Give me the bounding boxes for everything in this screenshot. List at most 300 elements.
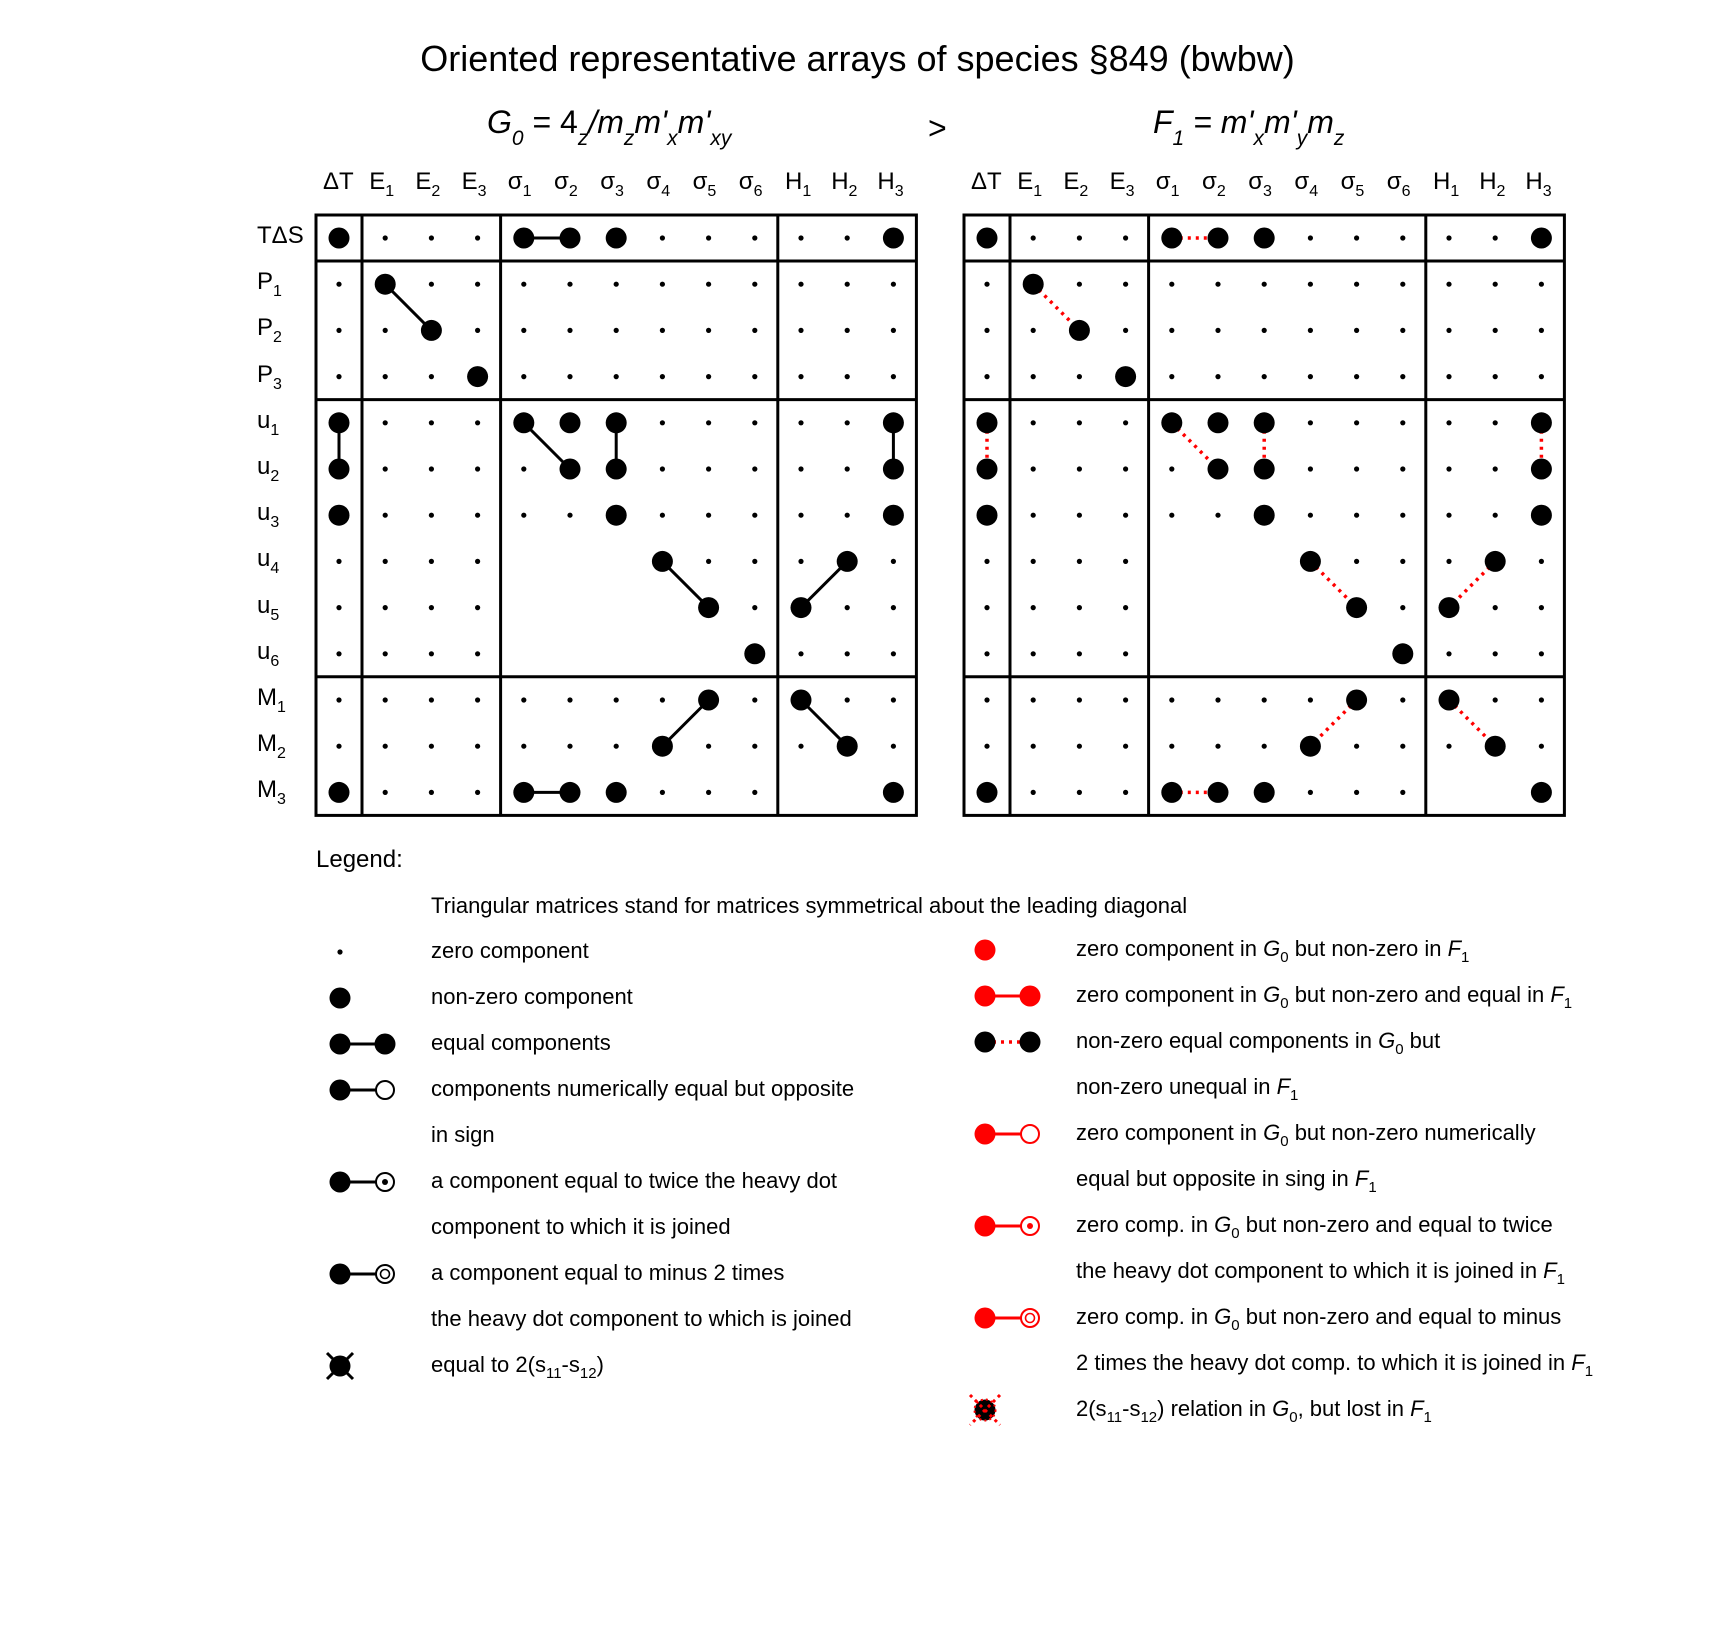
legend-italic-symbol: G (1263, 982, 1281, 1007)
legend-center-dot-icon (382, 1179, 388, 1185)
legend-subscript: 1 (1423, 1409, 1432, 1426)
zero-component-left (429, 374, 434, 379)
column-header-right-8 (1341, 168, 1365, 201)
legend-left-item-4-line-1 (431, 1214, 731, 1240)
zero-component-left (752, 235, 757, 240)
zero-component-left (845, 328, 850, 333)
legend-subscript: 1 (1584, 1363, 1594, 1380)
nonzero-component-left (560, 782, 581, 803)
row-header-10 (257, 684, 286, 717)
zero-component-right (1169, 513, 1174, 518)
row-header-1 (257, 268, 282, 301)
nonzero-component-left (837, 551, 858, 572)
zero-component-left (336, 374, 341, 379)
zero-component-left (752, 466, 757, 471)
zero-component-left (706, 328, 711, 333)
legend-dot-icon (975, 1124, 996, 1145)
legend-text-run: non-zero component (431, 984, 633, 1009)
legend-open-circle-icon (1021, 1309, 1039, 1327)
zero-component-right (1031, 420, 1036, 425)
row-header-6-text: u (257, 499, 271, 527)
legend-text-run: equal components (431, 1030, 611, 1055)
row-header-9-text: u (257, 637, 271, 665)
legend-dot-icon (330, 1080, 351, 1101)
zero-component-right (1400, 790, 1405, 795)
zero-component-right (1354, 282, 1359, 287)
nonzero-component-left (652, 736, 673, 757)
column-header-right-3-subscript: 3 (1125, 183, 1135, 200)
zero-component-left (475, 466, 480, 471)
row-header-11 (257, 730, 286, 763)
legend-left-item-3-line-1 (431, 1122, 495, 1148)
zero-component-right (1262, 374, 1267, 379)
matrix-left (316, 215, 916, 815)
zero-component-right (1446, 235, 1451, 240)
row-header-10-subscript: 1 (277, 699, 286, 716)
zero-component-left (845, 697, 850, 702)
nonzero-component-left (744, 643, 765, 664)
legend-text-run: but non-zero numerically (1288, 1120, 1536, 1145)
row-header-7-text: u (257, 545, 271, 573)
comparison-symbol: > (928, 110, 947, 146)
zero-component-left (891, 605, 896, 610)
row-header-1-text: P (257, 268, 274, 296)
column-header-right-5-subscript: 2 (1216, 183, 1226, 200)
zero-component-left (845, 282, 850, 287)
column-header-left-1-text: E (369, 168, 386, 195)
zero-component-left (845, 605, 850, 610)
zero-component-left (383, 697, 388, 702)
column-header-left-8-subscript: 5 (707, 183, 717, 200)
column-header-right-0 (971, 168, 1002, 196)
row-header-8-subscript: 5 (270, 606, 280, 624)
zero-component-left (798, 374, 803, 379)
legend-text-run: -s (1122, 1396, 1141, 1421)
nonzero-component-left (421, 320, 442, 341)
column-header-left-5-subscript: 2 (568, 183, 578, 200)
legend-italic-symbol: G (1272, 1396, 1290, 1421)
row-header-3 (257, 361, 282, 394)
zero-component-right (1123, 790, 1128, 795)
zero-component-right (1354, 235, 1359, 240)
zero-component-right (1493, 235, 1498, 240)
legend-dot-icon (1020, 986, 1041, 1007)
legend-subscript: 0 (1280, 949, 1289, 966)
zero-component-right (1077, 466, 1082, 471)
nonzero-component-right (1392, 643, 1413, 664)
zero-component-left (706, 374, 711, 379)
column-header-left-3 (462, 168, 487, 201)
zero-component-left (752, 744, 757, 749)
zero-component-right (1539, 605, 1544, 610)
legend-text-run: but non-zero and equal to twice (1239, 1212, 1553, 1237)
column-header-right-11-text: H (1479, 168, 1497, 195)
zero-component-left (798, 744, 803, 749)
column-header-left-12-subscript: 3 (894, 183, 904, 200)
nonzero-component-right (1254, 228, 1275, 249)
legend-text-run: ) relation in (1157, 1396, 1273, 1421)
zero-component-right (1031, 744, 1036, 749)
zero-component-left (429, 420, 434, 425)
zero-component-right (1215, 374, 1220, 379)
legend-text-run: but (1403, 1028, 1441, 1053)
legend-italic-symbol: F (1276, 1074, 1291, 1099)
zero-component-right (1169, 697, 1174, 702)
row-header-2 (257, 314, 282, 347)
zero-component-right (1446, 513, 1451, 518)
column-header-left-5 (554, 168, 578, 201)
column-header-left-8-text: σ (692, 168, 708, 195)
legend-subscript: 1 (1461, 949, 1470, 966)
legend-left-item-2-line-0 (431, 1030, 611, 1056)
legend-dot-icon (330, 1264, 351, 1285)
zero-component-left (429, 559, 434, 564)
row-header-0-text: TΔS (257, 222, 304, 249)
zero-component-left (798, 282, 803, 287)
row-header-11-text: M (257, 730, 277, 758)
g0-part-2-sub: x (667, 127, 678, 150)
column-header-right-10 (1433, 168, 1459, 201)
zero-component-right (1446, 744, 1451, 749)
nonzero-component-right (1254, 505, 1275, 526)
zero-component-right (1446, 420, 1451, 425)
column-header-left-0 (323, 168, 354, 196)
zero-component-left (567, 328, 572, 333)
zero-component-right (1354, 559, 1359, 564)
legend-dot-icon (975, 1308, 996, 1329)
zero-component-left (336, 744, 341, 749)
zero-component-left (891, 697, 896, 702)
nonzero-component-right (977, 782, 998, 803)
zero-component-right (1539, 744, 1544, 749)
legend-text-run: zero comp. in (1076, 1304, 1215, 1329)
f1-part-1: m (1307, 104, 1334, 140)
column-header-right-10-subscript: 1 (1450, 183, 1460, 200)
zero-component-left (845, 374, 850, 379)
column-header-left-7-text: σ (646, 168, 662, 195)
column-header-left-10 (785, 168, 811, 201)
nonzero-component-left (513, 782, 534, 803)
column-header-right-1 (1017, 168, 1042, 201)
column-header-right-6-text: σ (1248, 168, 1263, 195)
zero-component-left (891, 328, 896, 333)
column-header-left-6-subscript: 3 (615, 183, 624, 200)
legend-italic-symbol: F (1447, 936, 1462, 961)
legend-text-run: non-zero unequal in (1076, 1074, 1277, 1099)
nonzero-component-right (1346, 597, 1367, 618)
nonzero-component-left (560, 412, 581, 433)
column-header-right-6 (1248, 168, 1272, 201)
zero-component-left (706, 420, 711, 425)
legend-dot-icon (975, 986, 996, 1007)
zero-component-left (706, 513, 711, 518)
legend-dot-icon (1020, 1032, 1041, 1053)
zero-component-left (845, 420, 850, 425)
nonzero-component-left (606, 412, 627, 433)
zero-component-right (1123, 282, 1128, 287)
g0-part-2: m' (677, 104, 711, 140)
column-header-left-1-subscript: 1 (385, 183, 395, 200)
zero-component-left (660, 328, 665, 333)
zero-component-right (984, 651, 989, 656)
zero-component-right (984, 328, 989, 333)
legend-symbol-right-5 (975, 1308, 1040, 1329)
zero-component-left (845, 651, 850, 656)
nonzero-component-left (883, 459, 904, 480)
zero-component-right (1031, 513, 1036, 518)
g0-part-3-sub: xy (710, 127, 732, 150)
zero-component-right (1169, 328, 1174, 333)
legend-left-item-5-line-1 (431, 1306, 852, 1332)
row-header-6 (257, 499, 279, 532)
nonzero-component-left (606, 228, 627, 249)
zero-component-left (521, 328, 526, 333)
zero-component-right (1400, 466, 1405, 471)
zero-component-left (891, 651, 896, 656)
zero-component-left (429, 513, 434, 518)
f1-part-2-sub: z (1333, 127, 1345, 150)
row-header-5 (257, 453, 279, 486)
row-header-3-subscript: 3 (273, 375, 282, 393)
legend-text-run: component to which it is joined (431, 1214, 731, 1239)
legend-symbol-left-1 (330, 988, 351, 1009)
zero-component-left (706, 744, 711, 749)
zero-component-right (1493, 651, 1498, 656)
legend-subscript: 0 (1280, 995, 1289, 1012)
zero-component-right (1400, 328, 1405, 333)
nonzero-component-right (1161, 782, 1182, 803)
zero-component-left (475, 790, 480, 795)
zero-component-left (845, 235, 850, 240)
legend-symbol-right-2 (975, 1032, 1041, 1053)
legend-dot-icon (975, 940, 996, 961)
column-header-left-4 (508, 168, 532, 201)
column-header-right-0-text: ΔT (971, 168, 1002, 195)
column-header-left-8 (693, 168, 717, 201)
nonzero-component-left (652, 551, 673, 572)
nonzero-component-right (1531, 412, 1552, 433)
legend-heading: Legend: (316, 846, 403, 873)
g0-expr: = 4 (532, 104, 578, 140)
nonzero-component-left (329, 228, 350, 249)
row-header-4-subscript: 1 (270, 421, 280, 439)
zero-component-right (1400, 235, 1405, 240)
nonzero-component-right (1531, 505, 1552, 526)
zero-component-left (429, 697, 434, 702)
zero-component-right (1354, 790, 1359, 795)
zero-component-right (1539, 697, 1544, 702)
legend-left-item-3-line-0 (431, 1076, 854, 1102)
zero-component-left (798, 559, 803, 564)
zero-component-right (1308, 697, 1313, 702)
zero-component-left (706, 466, 711, 471)
nonzero-component-left (883, 228, 904, 249)
zero-component-right (1400, 605, 1405, 610)
zero-component-right (1446, 651, 1451, 656)
zero-component-right (1308, 282, 1313, 287)
g0-sub: 0 (511, 127, 524, 150)
nonzero-component-right (1254, 459, 1275, 480)
zero-component-left (614, 282, 619, 287)
zero-component-left (752, 605, 757, 610)
column-header-right-3-text: E (1109, 168, 1126, 195)
nonzero-component-right (977, 459, 998, 480)
column-header-right-11-subscript: 2 (1496, 183, 1506, 200)
nonzero-component-right (1254, 412, 1275, 433)
zero-component-left (475, 282, 480, 287)
legend-symbol-left-4 (330, 1172, 395, 1193)
legend-right-item-2-line-0 (1076, 1028, 1440, 1058)
zero-component-left (475, 697, 480, 702)
zero-component-right (1123, 466, 1128, 471)
column-header-right-12-text: H (1525, 168, 1543, 195)
legend-symbol-left-5 (330, 1264, 395, 1285)
f1-expr: = m' (1193, 104, 1254, 140)
zero-component-left (475, 605, 480, 610)
column-header-right-7-subscript: 4 (1309, 183, 1319, 200)
zero-component-left (336, 651, 341, 656)
zero-component-right (1493, 513, 1498, 518)
legend-text-run: zero comp. in (1076, 1212, 1215, 1237)
nonzero-component-right (1531, 782, 1552, 803)
column-header-right-7-text: σ (1294, 168, 1310, 195)
zero-component-right (1077, 513, 1082, 518)
zero-component-right (1031, 790, 1036, 795)
legend-right-item-4-line-1 (1076, 1258, 1565, 1288)
nonzero-component-right (1254, 782, 1275, 803)
zero-component-left (706, 790, 711, 795)
column-header-right-9-subscript: 6 (1401, 183, 1411, 200)
zero-component-left (336, 559, 341, 564)
zero-component-right (1262, 744, 1267, 749)
nonzero-component-left (883, 505, 904, 526)
legend-subscript: 0 (1289, 1409, 1298, 1426)
zero-component-right (1354, 420, 1359, 425)
row-header-5-subscript: 2 (270, 468, 280, 485)
nonzero-component-right (1300, 551, 1321, 572)
legend-left-item-1-line-0 (431, 984, 633, 1010)
nonzero-component-right (1161, 412, 1182, 433)
legend-dot-icon (375, 1034, 396, 1055)
legend-subscript: 1 (1290, 1087, 1299, 1104)
zero-component-left (383, 328, 388, 333)
legend-right-item-4-line-0 (1076, 1212, 1553, 1242)
zero-component-right (1077, 744, 1082, 749)
legend-right-item-3-line-1 (1076, 1166, 1377, 1196)
nonzero-component-left (513, 412, 534, 433)
nonzero-component-left (606, 459, 627, 480)
zero-component-right (1215, 328, 1220, 333)
legend-text-run: but non-zero and equal to minus (1239, 1304, 1562, 1329)
legend-text-run: zero component in (1076, 1120, 1264, 1145)
legend-text-run: non-zero equal components in (1076, 1028, 1379, 1053)
zero-component-left (475, 328, 480, 333)
nonzero-component-left (883, 412, 904, 433)
nonzero-component-right (1023, 274, 1044, 295)
nonzero-component-right (1531, 228, 1552, 249)
zero-component-right (1539, 651, 1544, 656)
row-header-8-text: u (257, 591, 271, 619)
zero-component-right (1400, 744, 1405, 749)
legend-subscript: 0 (1231, 1225, 1240, 1242)
zero-component-right (1446, 328, 1451, 333)
legend-symbol-left-0 (337, 949, 342, 954)
f1-part-0-sub: x (1253, 127, 1264, 150)
legend-center-dot-icon (1027, 1223, 1033, 1229)
legend-text-run: a component equal to minus 2 times (431, 1260, 785, 1285)
row-header-10-text: M (257, 684, 277, 711)
zero-component-left (752, 790, 757, 795)
zero-component-left (567, 282, 572, 287)
column-header-right-1-text: E (1017, 168, 1034, 195)
zero-component-left (798, 466, 803, 471)
zero-component-right (1215, 697, 1220, 702)
legend-text-run: , but lost in (1297, 1396, 1411, 1421)
zero-component-left (521, 466, 526, 471)
zero-component-right (1262, 697, 1267, 702)
nonzero-component-right (977, 412, 998, 433)
zero-component-left (752, 513, 757, 518)
legend-italic-symbol: F (1571, 1350, 1585, 1375)
zero-component-right (1077, 374, 1082, 379)
zero-component-right (1354, 466, 1359, 471)
zero-component-left (706, 235, 711, 240)
zero-component-right (1446, 559, 1451, 564)
g0-part-0-sub: z (577, 127, 589, 150)
zero-component-right (984, 697, 989, 702)
zero-component-right (1539, 328, 1544, 333)
column-header-left-11-text: H (831, 168, 849, 195)
zero-component-right (1354, 744, 1359, 749)
nonzero-component-left (791, 690, 812, 711)
column-header-left-1 (369, 168, 394, 201)
zero-component-left (660, 466, 665, 471)
zero-component-right (984, 282, 989, 287)
column-header-left-7-subscript: 4 (661, 183, 671, 200)
zero-component-left (614, 744, 619, 749)
zero-component-left (475, 744, 480, 749)
zero-component-left (521, 744, 526, 749)
legend-text-run: zero component in (1076, 936, 1264, 961)
zero-component-left (383, 374, 388, 379)
zero-component-left (798, 235, 803, 240)
f1-part-1-sub: y (1296, 127, 1308, 150)
zero-component-left (429, 282, 434, 287)
column-header-right-8-subscript: 5 (1355, 183, 1365, 200)
zero-component-left (891, 559, 896, 564)
zero-component-right (1215, 744, 1220, 749)
nonzero-component-left (791, 597, 812, 618)
zero-component-right (1031, 374, 1036, 379)
column-header-right-9-text: σ (1386, 168, 1402, 195)
g0-part-1: m' (634, 104, 668, 140)
zero-component-right (1446, 282, 1451, 287)
legend-symbol-left-6 (327, 1353, 353, 1379)
f1-sub: 1 (1172, 127, 1185, 150)
nonzero-component-left (329, 505, 350, 526)
legend-subscript: 1 (1563, 995, 1573, 1012)
column-header-left-10-subscript: 1 (802, 183, 812, 200)
column-header-right-2 (1063, 168, 1088, 201)
nonzero-component-right (1300, 736, 1321, 757)
nonzero-component-left (329, 459, 350, 480)
legend-symbol-right-0 (975, 940, 996, 961)
zero-component-right (1169, 466, 1174, 471)
zero-component-left (336, 282, 341, 287)
zero-component-right (1308, 790, 1313, 795)
zero-component-right (1493, 328, 1498, 333)
nonzero-component-right (977, 505, 998, 526)
